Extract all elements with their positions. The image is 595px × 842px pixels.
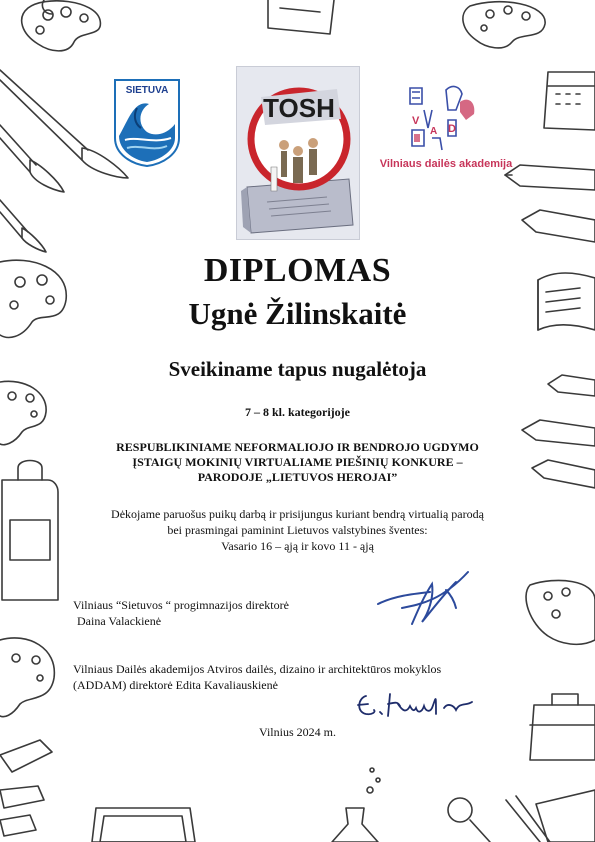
svg-text:D: D (448, 123, 456, 135)
artwork-caption: TOSH (263, 93, 335, 123)
palette-icon (42, 0, 52, 14)
brush-icon (0, 70, 128, 178)
svg-text:A: A (430, 126, 438, 137)
thanks-line: Dėkojame paruošus puikų darbą ir prisijungus kuriant bendrą virtualią parodą (111, 507, 484, 521)
vda-emblem (376, 80, 516, 156)
category-text: 7 – 8 kl. kategorijoje (245, 405, 350, 419)
svg-text:V: V (412, 115, 420, 127)
thanks-text (0, 506, 595, 554)
signatory-name: (ADDAM) direktorė Edita Kavaliauskienė (73, 678, 278, 692)
flask-icon (332, 768, 380, 842)
tablet-icon (92, 808, 195, 842)
contest-line: PARODOJE „LIETUVOS HEROJAI” (197, 470, 398, 484)
vda-logo (376, 80, 516, 180)
recipient-name: Ugnė Žilinskaitė (188, 296, 407, 331)
pencil-icon (505, 165, 595, 242)
diploma-title: DIPLOMAS (203, 252, 392, 289)
palette-icon (0, 638, 54, 717)
signatory-name: Daina Valackienė (77, 614, 162, 628)
contest-title (0, 440, 595, 485)
brush-icon (506, 790, 595, 842)
brush-icon (0, 200, 46, 252)
place-date: Vilnius 2024 m. (259, 725, 336, 739)
congrats-text: Sveikiname tapus nugalėtoja (168, 357, 427, 381)
thanks-line: Vasario 16 – ąją ir kovo 11 - ąją (221, 539, 374, 553)
magnifier-icon (448, 798, 490, 842)
thanks-line: bei prasmingai paminint Lietuvos valstybines šventes: (167, 523, 428, 537)
notebook-icon (268, 0, 334, 34)
palette-icon (526, 580, 595, 644)
palette-icon (463, 2, 545, 48)
contest-line: RESPUBLIKINIAME NEFORMALIOJO IR BENDROJO UGDYMO (116, 440, 479, 454)
sietuva-logo-text: SIETUVA (125, 85, 169, 96)
signatory-sietuva (73, 597, 289, 629)
signatory-title: Vilniaus Dailės akademijos Atviros dailės, dizaino ir architektūros mokyklos (73, 662, 442, 676)
sietuva-logo (113, 78, 181, 168)
calendar-icon (544, 72, 595, 130)
signatory-title: Vilniaus “Sietuvos “ progimnazijos direktorė (73, 598, 289, 612)
pencil-icon (0, 740, 52, 836)
signature-1 (372, 570, 476, 630)
contest-line: ĮSTAIGŲ MOKINIŲ VIRTUALIAME PIEŠINIŲ KONKURE – (132, 455, 463, 469)
vda-academy-name: Vilniaus dailės akademija (379, 158, 513, 170)
artwork-image (236, 66, 360, 240)
signature-2 (352, 688, 482, 724)
artwork-drawing (237, 67, 359, 239)
palette-icon (22, 1, 101, 51)
brush-icon (0, 125, 64, 192)
